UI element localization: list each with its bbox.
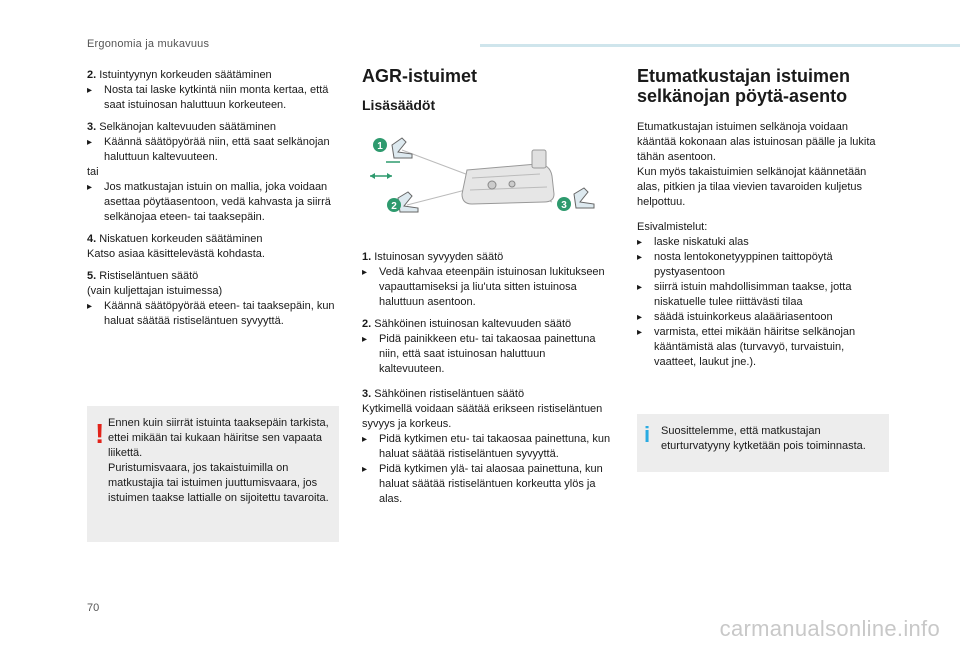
section-backrest-tilt	[87, 120, 339, 225]
seat-icon-3	[574, 188, 594, 208]
header-accent-line	[480, 44, 960, 47]
seat-icon-2	[398, 192, 418, 212]
bullet-text: Pidä painikkeen etu- tai takaosaa painettuna niin, että saat istuinosan haluttuun kaltevuuteen.	[379, 333, 596, 375]
item-title: Selkänojan kaltevuuden säätäminen	[96, 121, 276, 133]
item-title: Niskatuen korkeuden säätäminen	[96, 233, 263, 245]
item-number: 2.	[87, 69, 97, 81]
preparations-title: Esivalmistelut:	[637, 221, 708, 233]
arrow-bullet-icon: ▸	[637, 237, 643, 248]
bullet-text: laske niskatuki alas	[654, 236, 749, 248]
warning-text: Ennen kuin siirrät istuinta taaksepäin tarkista, ettei mikään tai kukaan häiritse sen vapaata liikettä.	[108, 417, 329, 459]
column-1	[87, 68, 339, 336]
arrow-bullet-icon: ▸	[87, 137, 93, 148]
seat-controls-diagram	[362, 130, 602, 240]
warning-exclamation-icon: !	[95, 418, 105, 449]
arrow-bullet-icon: ▸	[87, 182, 93, 193]
item-description: (vain kuljettajan istuimessa)	[87, 285, 223, 297]
column-2	[362, 66, 612, 114]
section-headrest-height	[87, 232, 339, 262]
info-callout	[637, 414, 889, 472]
item-number: 5.	[87, 270, 97, 282]
section-electric-lumbar	[362, 387, 612, 507]
item-number: 2.	[362, 318, 372, 330]
item-number: 3.	[87, 121, 97, 133]
warning-callout	[87, 406, 339, 542]
callout-label-2: 2	[391, 201, 397, 212]
info-text: Suosittelemme, että matkustajan eturturvatyyny kytketään pois toiminnasta.	[661, 425, 866, 452]
arrow-bullet-icon: ▸	[637, 282, 643, 293]
item-number: 4.	[87, 233, 97, 245]
item-title: Ristiseläntuen säätö	[96, 270, 199, 282]
bullet-text: Käännä säätöpyörää niin, että saat selkänojan haluttuun kaltevuuteen.	[104, 136, 330, 163]
watermark: carmanualsonline.info	[719, 616, 940, 641]
item-description: Katso asiaa käsittelevästä kohdasta.	[87, 248, 265, 260]
bullet-text: Vedä kahvaa eteenpäin istuinosan lukitukseen vapauttamiseksi ja liu'uta sitten istuinosa haluttuun asentoon.	[379, 266, 605, 308]
arrow-bullet-icon: ▸	[637, 312, 643, 323]
item-number: 1.	[362, 251, 372, 263]
intro-paragraphs	[637, 120, 889, 210]
arrow-bullet-icon: ▸	[362, 434, 368, 445]
bullet-text: säädä istuinkorkeus alaääriasentoon	[654, 311, 833, 323]
section-lumbar-support	[87, 269, 339, 329]
bullet-text: Jos matkustajan istuin on mallia, joka voidaan asettaa pöytäasentoon, vedä kahvasta ja siirrä selkänojaa eteen- tai taaksepäin.	[104, 181, 331, 223]
arrow-bullet-icon: ▸	[637, 327, 643, 338]
bullet-text: nosta lentokonetyyppinen taittopöytä pystyasentoon	[654, 251, 833, 278]
item-title: Sähköinen ristiseläntuen säätö	[371, 388, 525, 400]
column-3	[637, 66, 889, 377]
bullet-text: Pidä kytkimen ylä- tai alaosaa painettuna, kun haluat säätää ristiseläntuen korkeutta ylös ja alas.	[379, 463, 603, 505]
section-seat-depth	[362, 250, 612, 310]
arrow-bullet-icon: ▸	[362, 334, 368, 345]
callout-label-1: 1	[377, 141, 383, 152]
bullet-text: varmista, ettei mikään häiritse selkänojan kääntämistä alas (turvavyö, turvaistuin, vaatteet, laukut jne.).	[654, 326, 856, 368]
section-electric-seat-tilt	[362, 317, 612, 377]
agr-seats-heading: AGR-istuimet	[362, 66, 478, 86]
page-number: 70	[87, 602, 100, 614]
bullet-text: Pidä kytkimen etu- tai takaosaa painettuna, kun haluat säätää ristiseläntuen syvyyttä.	[379, 433, 611, 460]
bullet-text: Käännä säätöpyörää eteen- tai taaksepäin, kun haluat säätää ristiseläntuen syvyyttä.	[104, 300, 335, 327]
column-2-body	[362, 250, 612, 514]
item-number: 3.	[362, 388, 372, 400]
arrow-bullet-icon: ▸	[362, 267, 368, 278]
heading-line: selkänojan pöytä-asento	[637, 86, 848, 106]
or-text: tai	[87, 166, 99, 178]
seat-base-illustration	[462, 150, 554, 204]
item-title: Sähköinen istuinosan kaltevuuden säätö	[371, 318, 572, 330]
arrow-bullet-icon: ▸	[87, 85, 93, 96]
arrow-bullet-icon: ▸	[362, 464, 368, 475]
seat-icon-1	[386, 138, 412, 162]
callout-label-3: 3	[561, 200, 567, 211]
paragraph: Kun myös takaistuimien selkänojat käännetään alas, pitkien ja tilaa vievien tavaroiden kuljetus helpottuu.	[637, 166, 867, 208]
item-title: Istuinosan syvyyden säätö	[371, 251, 504, 263]
warning-text: Puristumisvaara, jos takaistuimilla on matkustajia tai istuimen juuttumisvaara, jos istuimen taakse lattialle on sijoitettu tavaroita.	[108, 462, 329, 504]
arrow-bullet-icon: ▸	[637, 252, 643, 263]
additional-settings-heading: Lisäsäädöt	[362, 97, 436, 113]
item-description: Kytkimellä voidaan säätää erikseen ristiseläntuen syvyys ja korkeus.	[362, 403, 603, 430]
paragraph: Etumatkustajan istuimen selkänoja voidaan kääntää kokonaan alas istuinosan päälle ja lukita tähän asentoon.	[637, 121, 876, 163]
preparations-list	[637, 220, 889, 370]
info-icon: i	[644, 422, 651, 447]
direction-arrows-icon	[370, 173, 392, 179]
arrow-bullet-icon: ▸	[87, 301, 93, 312]
bullet-text: Nosta tai laske kytkintä niin monta kertaa, että saat istuinosan haluttuun korkeuteen.	[104, 84, 329, 111]
section-header-title: Ergonomia ja mukavuus	[87, 38, 210, 50]
bullet-text: siirrä istuin mahdollisimman taakse, jotta niskatuelle tulee riittävästi tilaa	[654, 281, 852, 308]
heading-line: Etumatkustajan istuimen	[637, 66, 851, 86]
item-title: Istuintyynyn korkeuden säätäminen	[96, 69, 272, 81]
table-position-heading	[637, 66, 889, 106]
section-seat-height	[87, 68, 339, 113]
